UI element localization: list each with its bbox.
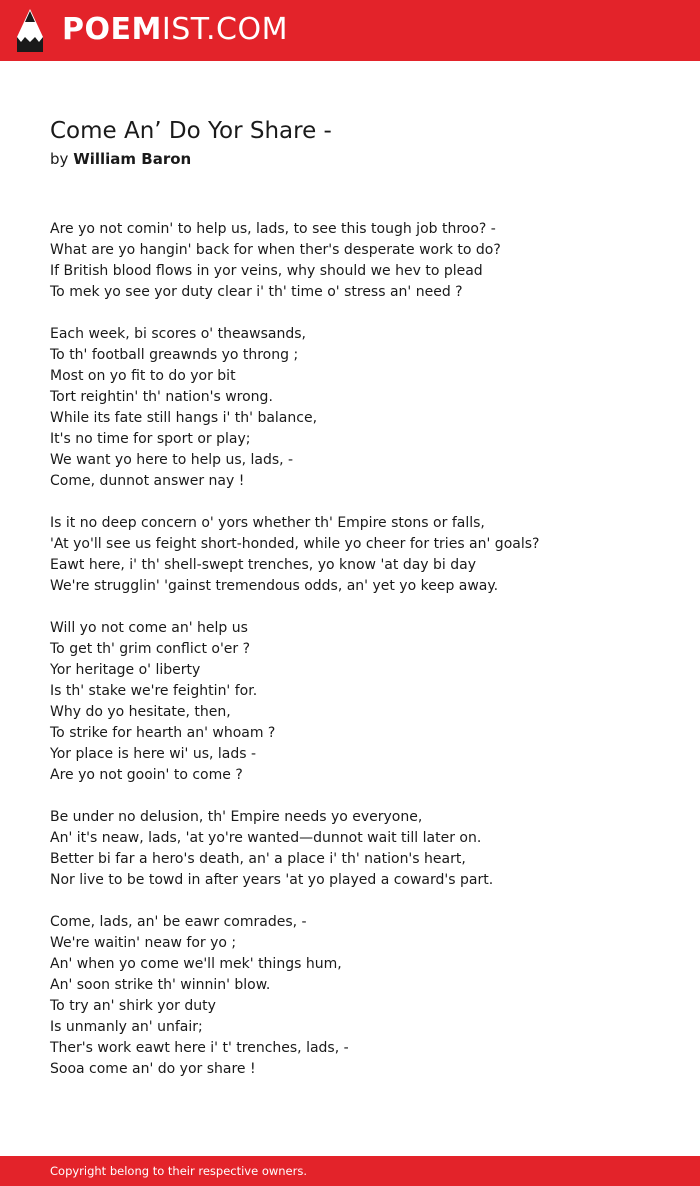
site-footer <box>0 1156 700 1186</box>
poem-line: We want yo here to help us, lads, - <box>50 452 294 468</box>
poem-line: Why do yo hesitate, then, <box>50 704 231 720</box>
poem-line: Better bi far a hero's death, an' a place i' th' nation's heart, <box>50 851 466 867</box>
poem-line: Most on yo fit to do yor bit <box>50 368 236 384</box>
poem-line: While its fate still hangs i' th' balance, <box>50 410 318 426</box>
poem-line: Are yo not gooin' to come ? <box>50 767 243 783</box>
logo-bold-text: POEM <box>62 12 162 47</box>
poem-line: If British blood flows in yor veins, why should we hev to plead <box>50 263 483 279</box>
poem-stanza <box>50 324 670 492</box>
pencil-tip-icon <box>16 9 44 52</box>
by-label: by <box>50 150 69 168</box>
poem-line: We're strugglin' 'gainst tremendous odds, an' yet yo keep away. <box>50 578 499 594</box>
poem-line: To try an' shirk yor duty <box>50 998 216 1014</box>
poem-line: Come, lads, an' be eawr comrades, - <box>50 914 307 930</box>
poem-stanza <box>50 807 670 891</box>
poem-stanza <box>50 513 670 597</box>
poem-line: An' soon strike th' winnin' blow. <box>50 977 271 993</box>
poem-line: Come, dunnot answer nay ! <box>50 473 245 489</box>
poem-line: What are yo hangin' back for when ther's desperate work to do? <box>50 242 501 258</box>
poem-line: Sooa come an' do yor share ! <box>50 1061 256 1077</box>
site-header <box>0 0 700 61</box>
poem-line: To strike for hearth an' whoam ? <box>50 725 276 741</box>
poem-line: Is th' stake we're feightin' for. <box>50 683 258 699</box>
poem-line: Each week, bi scores o' theawsands, <box>50 326 306 342</box>
poem-line: Nor live to be towd in after years 'at yo played a coward's part. <box>50 872 494 888</box>
poem-line: 'At yo'll see us feight short-honded, while yo cheer for tries an' goals? <box>50 536 540 552</box>
stanza-gap <box>50 303 670 324</box>
stanza-gap <box>50 492 670 513</box>
poem-stanza <box>50 912 670 1080</box>
poem-line: Ther's work eawt here i' t' trenches, lads, - <box>50 1040 349 1056</box>
poem-line: We're waitin' neaw for yo ; <box>50 935 237 951</box>
poem-line: To th' football greawnds yo throng ; <box>50 347 299 363</box>
stanza-gap <box>50 891 670 912</box>
poem-line: Eawt here, i' th' shell-swept trenches, yo know 'at day bi day <box>50 557 477 573</box>
poem-stanza <box>50 219 670 303</box>
poem-title: Come An’ Do Yor Share - <box>50 118 332 144</box>
poem-stanza <box>50 618 670 786</box>
poem-line: It's no time for sport or play; <box>50 431 251 447</box>
poem-author: William Baron <box>73 150 192 168</box>
site-logo[interactable] <box>62 13 288 47</box>
poem-body <box>50 219 670 1080</box>
poem-line: Are yo not comin' to help us, lads, to see this tough job throo? - <box>50 221 496 237</box>
poem-line: Will yo not come an' help us <box>50 620 248 636</box>
stanza-gap <box>50 786 670 807</box>
poem-line: Is it no deep concern o' yors whether th' Empire stons or falls, <box>50 515 485 531</box>
poem-line: Be under no delusion, th' Empire needs yo everyone, <box>50 809 423 825</box>
poem-byline <box>50 148 191 170</box>
poem-line: To mek yo see yor duty clear i' th' time o' stress an' need ? <box>50 284 463 300</box>
poem-line: An' when yo come we'll mek' things hum, <box>50 956 342 972</box>
poem-line: Yor heritage o' liberty <box>50 662 201 678</box>
poem-line: An' it's neaw, lads, 'at yo're wanted—dunnot wait till later on. <box>50 830 482 846</box>
poem-line: Tort reightin' th' nation's wrong. <box>50 389 273 405</box>
poem-line: To get th' grim conflict o'er ? <box>50 641 251 657</box>
poem-line: Is unmanly an' unfair; <box>50 1019 203 1035</box>
logo-light-text: IST.COM <box>161 12 288 47</box>
copyright-notice: Copyright belong to their respective owners. <box>50 1164 308 1178</box>
stanza-gap <box>50 597 670 618</box>
poem-line: Yor place is here wi' us, lads - <box>50 746 257 762</box>
